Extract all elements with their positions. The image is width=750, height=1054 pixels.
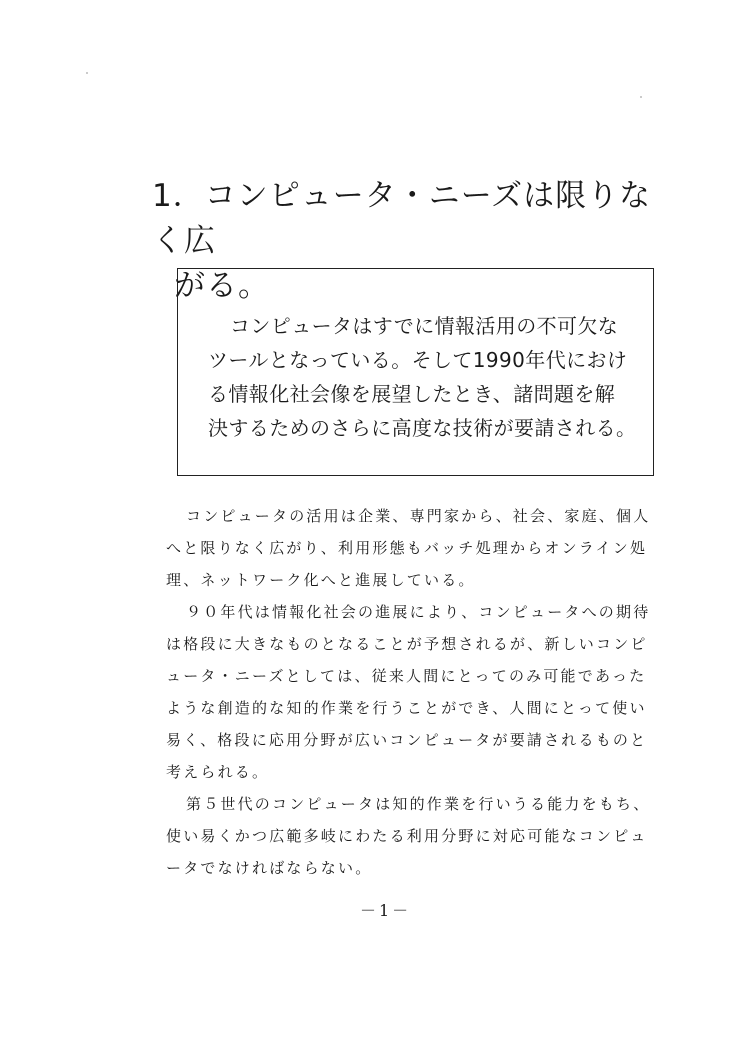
body-line-3: 理、ネットワーク化へと進展している。 <box>166 571 476 589</box>
body-line-1: コンピュータの活用は企業、専門家から、社会、家庭、個人 <box>186 507 651 525</box>
body-line-12: ータでなければならない。 <box>166 859 373 877</box>
scan-speck <box>640 96 642 98</box>
summary-line-4: 決するためのさらに高度な技術が要請される。 <box>208 416 637 440</box>
section-heading-line-2: がる。 <box>174 268 270 304</box>
body-line-5: は格段に大きなものとなることが予想されるが、新しいコンピ <box>166 635 648 653</box>
body-text <box>166 500 666 884</box>
summary-box <box>177 268 654 476</box>
summary-line-2: ツールとなっている。そして1990年代におけ <box>208 348 628 372</box>
body-line-7: ような創造的な知的作業を行うことができ、人間にとって使い <box>166 699 647 717</box>
summary-line-1: コンピュータはすでに情報活用の不可欠な <box>230 314 619 338</box>
body-line-6: ュータ・ニーズとしては、従来人間にとってのみ可能であった <box>166 667 647 685</box>
body-line-4: ９０年代は情報化社会の進展により、コンピュータへの期待 <box>186 603 651 621</box>
body-line-10: 第５世代のコンピュータは知的作業を行いうる能力をもち、 <box>186 795 651 813</box>
body-line-9: 考えられる。 <box>166 763 270 781</box>
body-line-2: へと限りなく広がり、利用形態もバッチ処理からオンライン処 <box>166 539 648 557</box>
scan-speck <box>86 72 88 74</box>
section-heading-line-1: 1．コンピュータ・ニーズは限りなく広 <box>152 178 652 259</box>
page-number: －1－ <box>360 901 412 920</box>
summary-line-3: る情報化社会像を展望したとき、諸問題を解 <box>208 382 616 406</box>
body-line-8: 易く、格段に応用分野が広いコンピュータが要請されるものと <box>166 731 648 749</box>
summary-text <box>208 309 648 445</box>
body-line-11: 使い易くかつ広範多岐にわたる利用分野に対応可能なコンピュ <box>166 827 648 845</box>
